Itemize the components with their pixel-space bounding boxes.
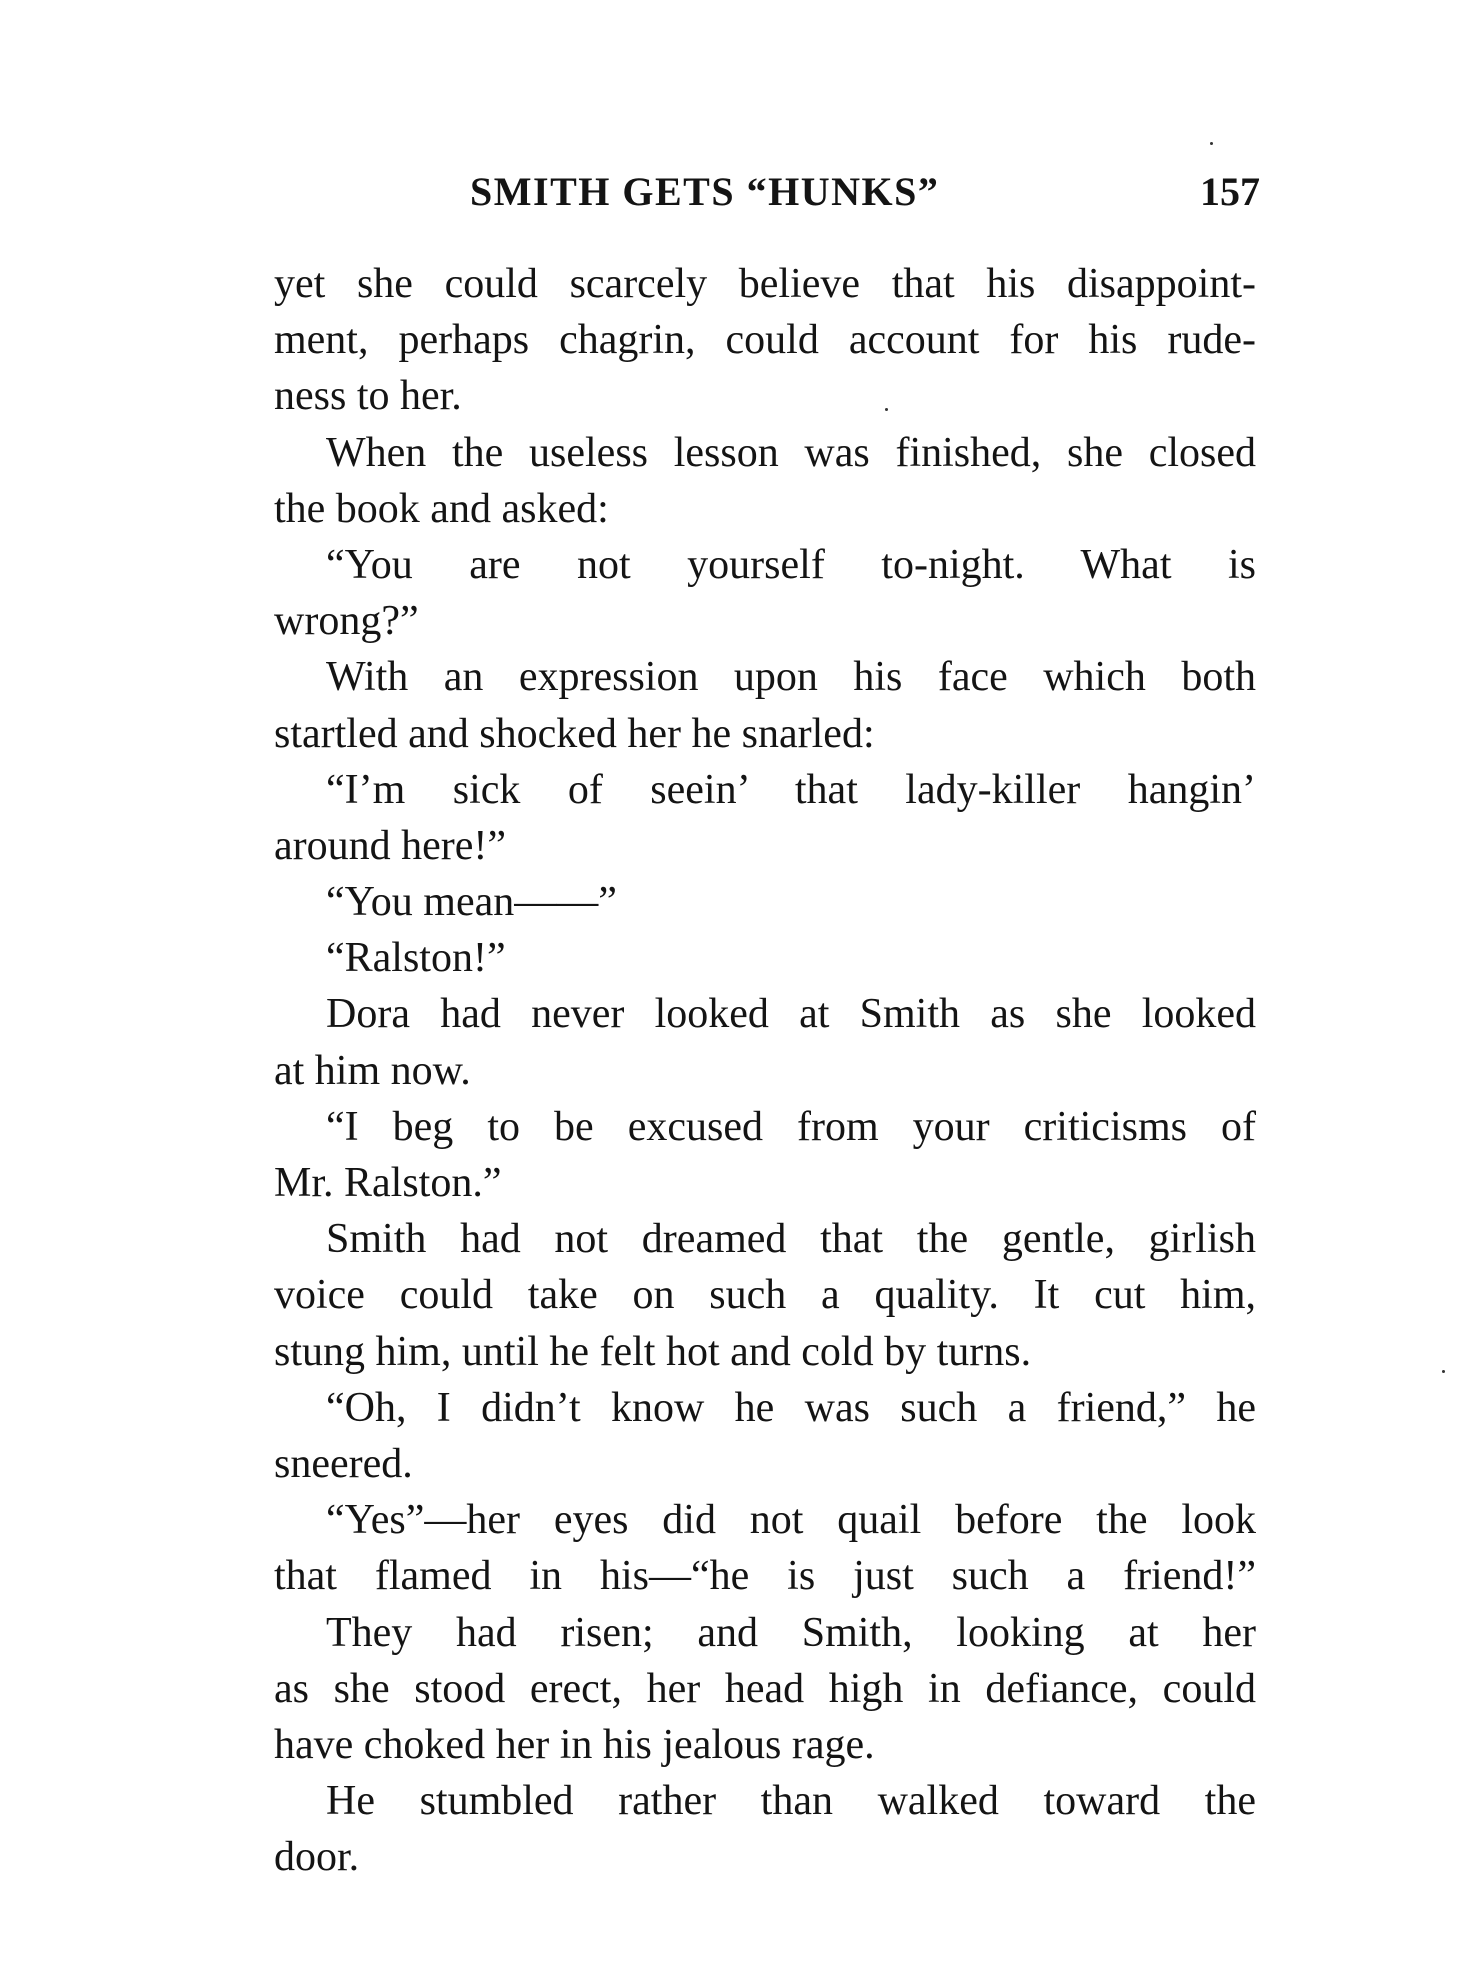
text-line: have choked her in his jealous rage. bbox=[274, 1721, 875, 1768]
body-text bbox=[274, 256, 1256, 1885]
text-line: the book and asked: bbox=[274, 485, 609, 532]
scan-speck bbox=[1210, 142, 1213, 145]
text-line: startled and shocked her he snarled: bbox=[274, 710, 875, 757]
text-line: ment, perhaps chagrin, could account for his rude- bbox=[274, 317, 1256, 364]
text-line: “Oh, I didn’t know he was such a friend,” he bbox=[326, 1384, 1256, 1431]
text-line: as she stood erect, her head high in defiance, could bbox=[274, 1665, 1256, 1712]
text-line: “Ralston!” bbox=[326, 935, 506, 982]
text-line: door. bbox=[274, 1834, 360, 1881]
text-line: yet she could scarcely believe that his disappoint- bbox=[274, 261, 1256, 307]
scan-speck bbox=[885, 408, 888, 411]
text-line: “I’m sick of seein’ that lady-killer hangin’ bbox=[326, 766, 1256, 813]
text-line: He stumbled rather than walked toward the bbox=[326, 1778, 1256, 1825]
text-line: They had risen; and Smith, looking at her bbox=[326, 1609, 1256, 1656]
text-line: “You mean——” bbox=[326, 879, 617, 926]
text-line: Dora had never looked at Smith as she looked bbox=[326, 991, 1256, 1038]
text-line: When the useless lesson was finished, she closed bbox=[326, 429, 1256, 476]
page-number: 157 bbox=[1200, 169, 1260, 214]
text-line: voice could take on such a quality. It cut him, bbox=[274, 1272, 1256, 1319]
text-line: wrong?” bbox=[274, 598, 419, 645]
text-line: sneered. bbox=[274, 1440, 413, 1487]
text-line: around here!” bbox=[274, 822, 507, 869]
text-line: that flamed in his—“he is just such a friend!” bbox=[274, 1553, 1256, 1600]
text-line: “I beg to be excused from your criticisms of bbox=[326, 1103, 1256, 1150]
text-line: “Yes”—her eyes did not quail before the look bbox=[326, 1497, 1256, 1544]
scan-speck bbox=[1442, 1370, 1445, 1373]
text-line: Mr. Ralston.” bbox=[274, 1160, 502, 1206]
running-title: SMITH GETS “HUNKS” bbox=[470, 169, 940, 214]
text-line: “You are not yourself to-night. What is bbox=[326, 541, 1256, 588]
text-line: Smith had not dreamed that the gentle, girlish bbox=[326, 1216, 1256, 1263]
text-line: With an expression upon his face which both bbox=[326, 654, 1256, 701]
text-line: ness to her. bbox=[274, 373, 462, 420]
page-header bbox=[470, 168, 1260, 218]
text-line: at him now. bbox=[274, 1047, 471, 1094]
text-line: stung him, until he felt hot and cold by turns. bbox=[274, 1328, 1032, 1375]
